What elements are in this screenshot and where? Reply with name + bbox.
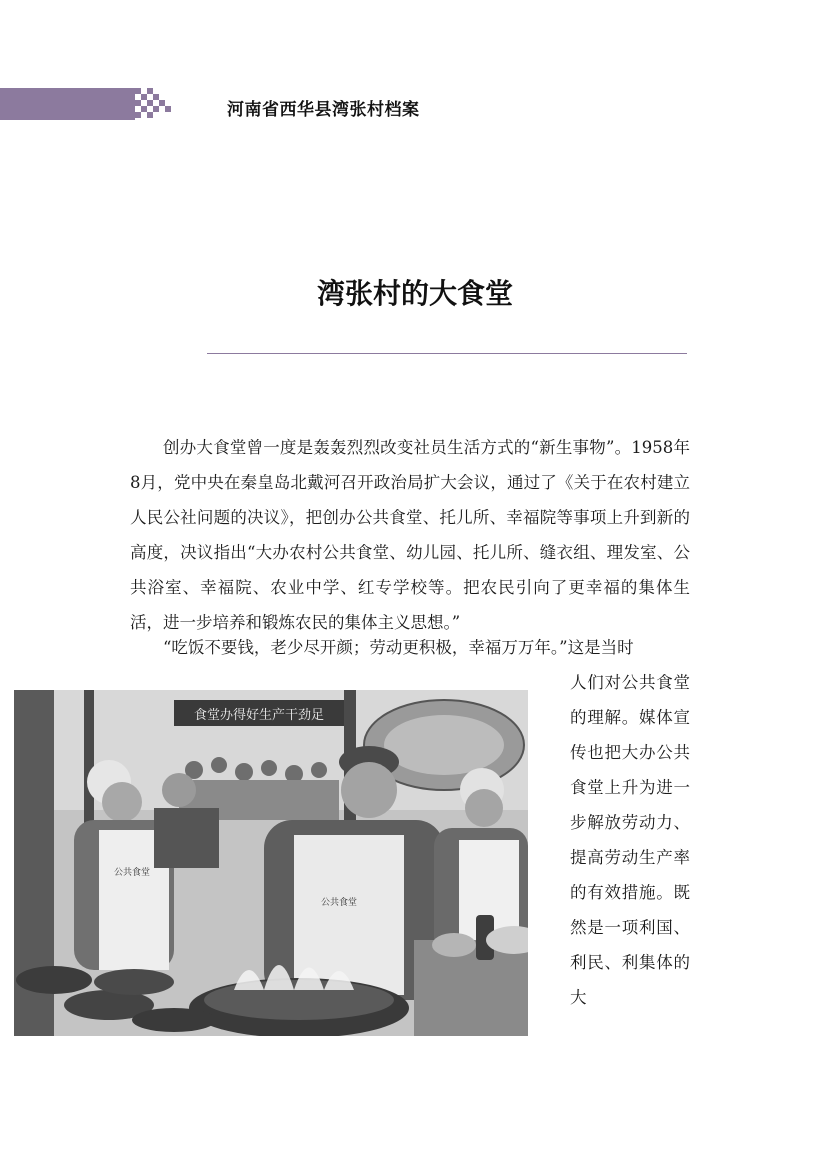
paragraph-1: 创办大食堂曾一度是轰轰烈烈改变社员生活方式的“新生事物”。1958年8月，党中央在秦皇岛北戴河召开政治局扩大会议，通过了《关于在农村建立人民公社问题的决议》，把创办公共食堂、托儿所、幸福院等事项上升到新的高度，决议指出“大办农村公共食堂、幼儿园、托儿所、缝衣组、理发室、公共浴室、幸福院、农业中学、红专学校等。把农民引向了更幸福的集体生活，进一步培养和锻炼农民的集体主义思想。” — [130, 438, 690, 632]
left-apron-text: 公共食堂 — [113, 868, 151, 878]
series-title: 河南省西华县湾张村档案 — [227, 100, 420, 120]
canteen-poster-image — [14, 690, 528, 1036]
title-divider — [207, 353, 687, 354]
center-apron-text: 公共食堂 — [320, 898, 358, 908]
header-color-bar — [0, 88, 135, 120]
side-paragraph: 人们对公共食堂的理解。媒体宣传也把大办公共食堂上升为进一步解放劳动力、提高劳动生产率的有效措施。既然是一项利国、利民、利集体的大 — [570, 673, 690, 1007]
chapter-title: 湾张村的大食堂 — [316, 277, 513, 310]
paragraph-2: “吃饭不要钱，老少尽开颜；劳动更积极，幸福万万年。”这是当时 — [163, 638, 634, 657]
banner-text: 食堂办得好生产干劲足 — [193, 708, 325, 723]
